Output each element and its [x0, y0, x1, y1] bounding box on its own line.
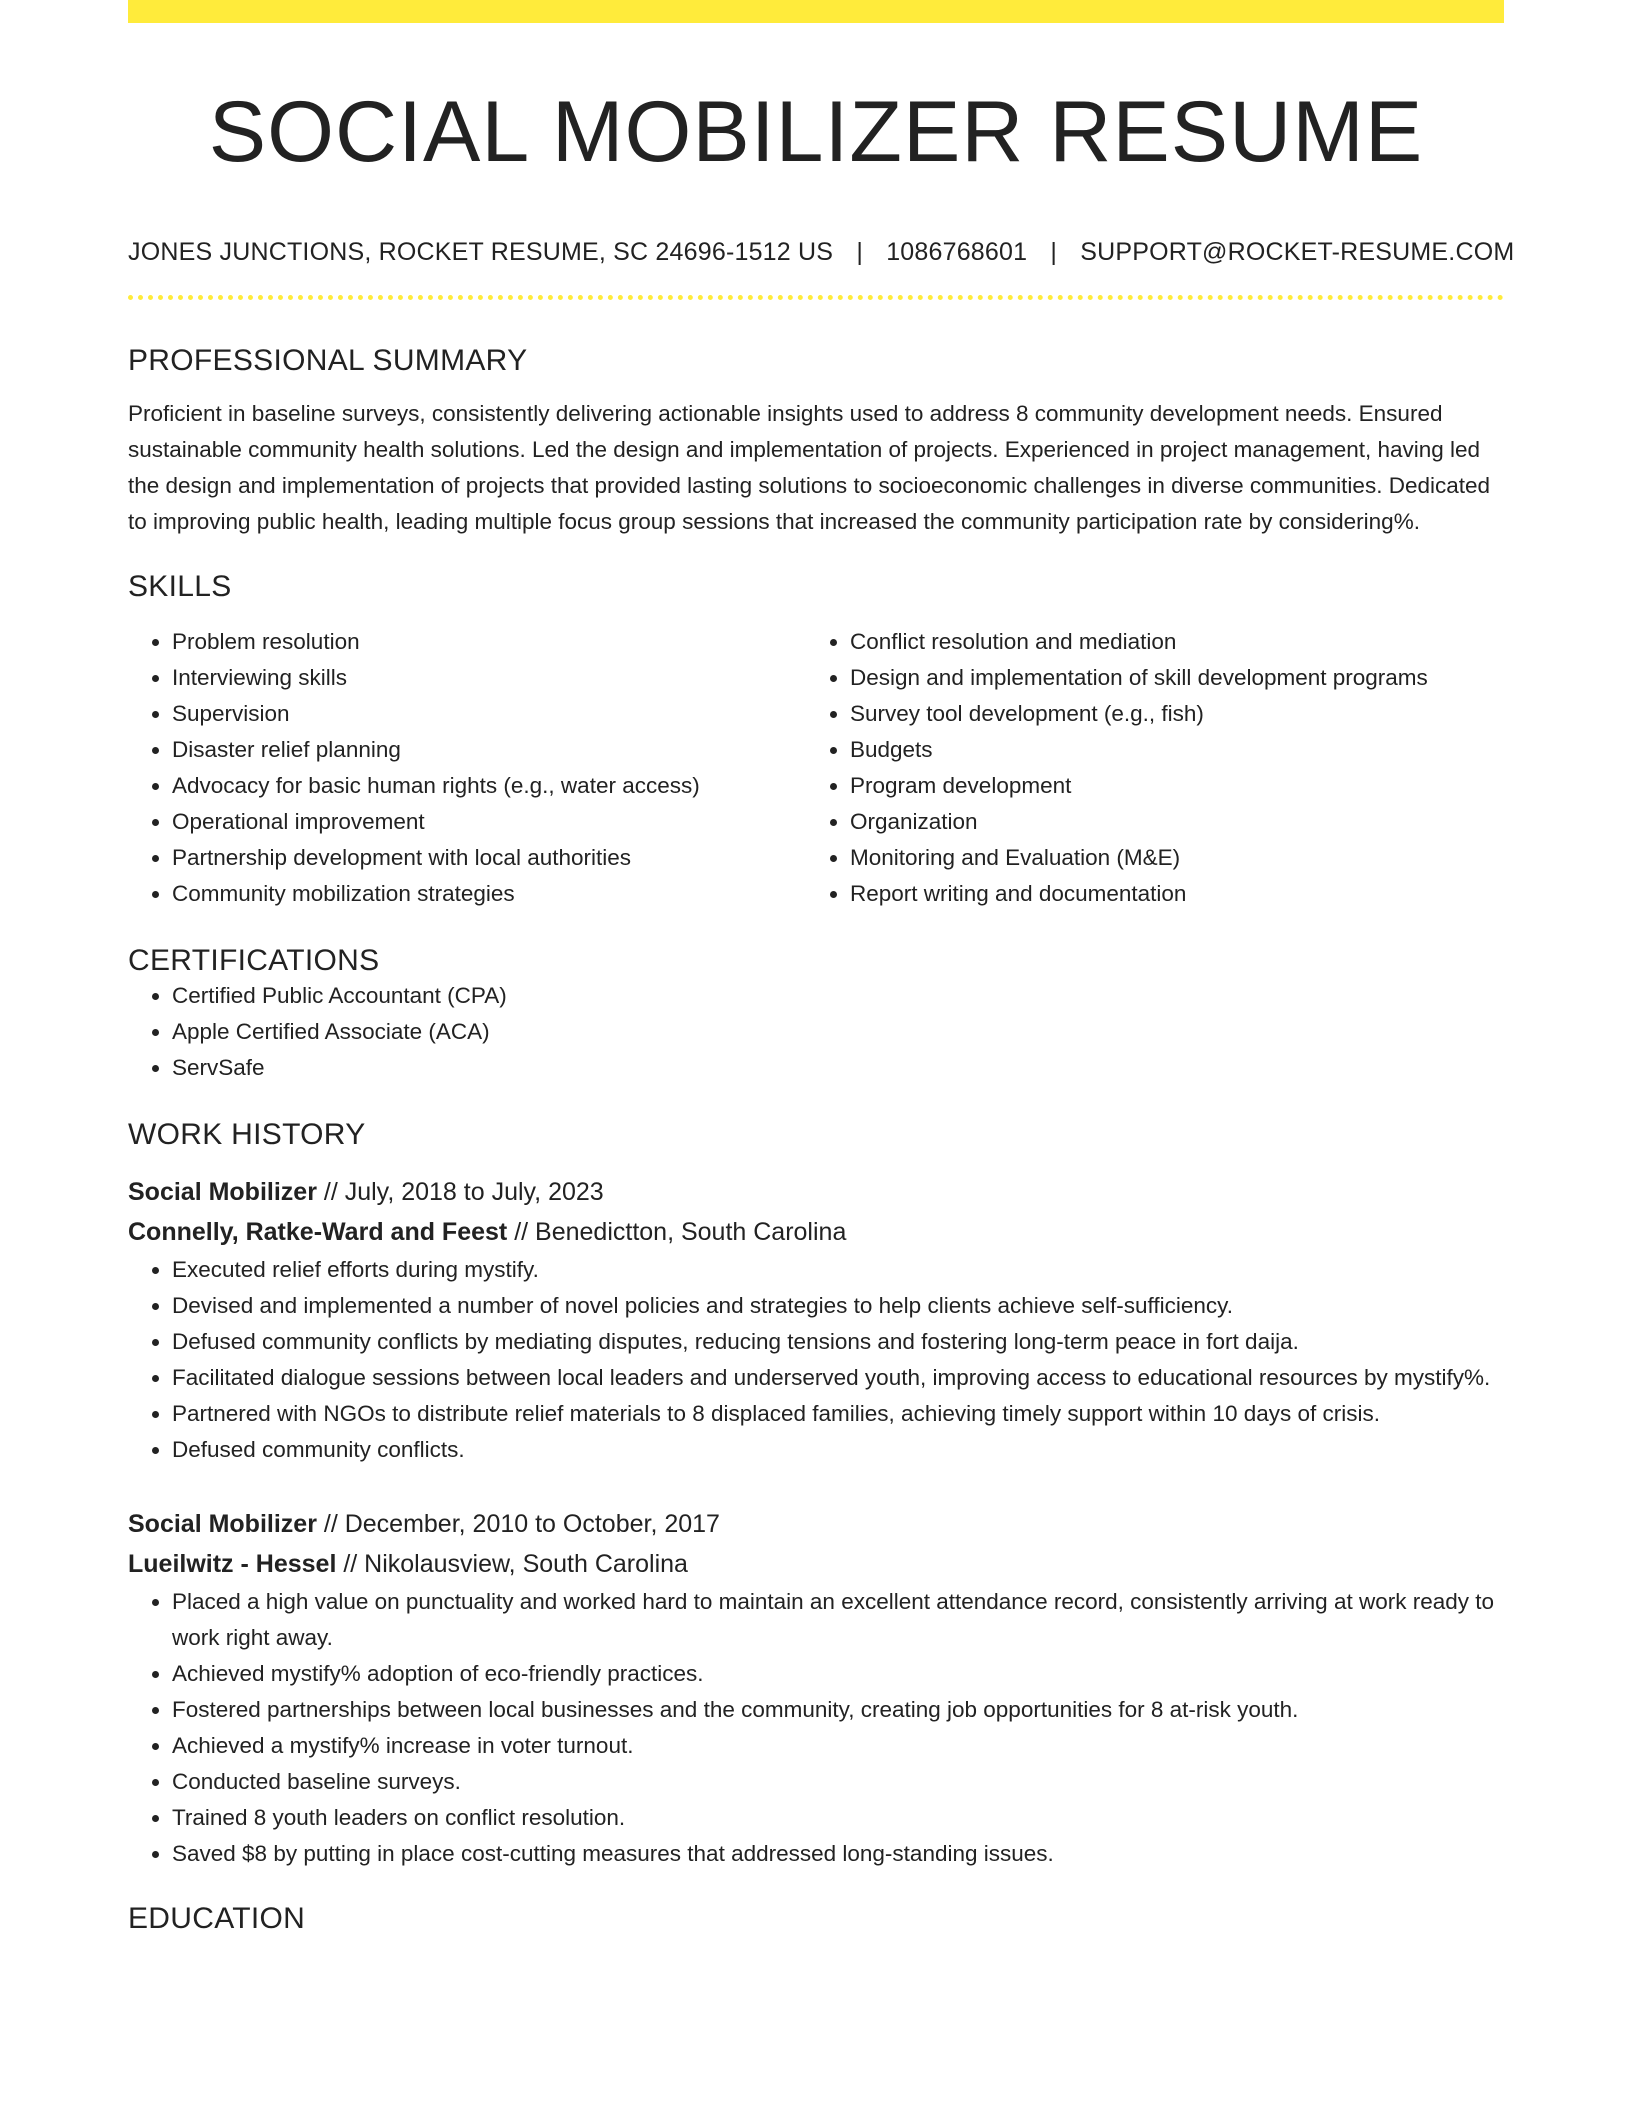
skill-item: • Monitoring and Evaluation (M&E) [850, 840, 1484, 876]
job-bullet: • Defused community conflicts. [172, 1432, 1504, 1468]
certifications-list [128, 978, 1504, 1086]
skill-item: • Design and implementation of skill development programs [850, 660, 1484, 696]
skills-list-left [128, 624, 806, 912]
job-title: Social Mobilizer [128, 1178, 317, 1207]
job-bullet: • Conducted baseline surveys. [172, 1764, 1504, 1800]
skill-item: • Conflict resolution and mediation [850, 624, 1484, 660]
job-title-line [128, 1504, 1504, 1544]
skill-item: • Partnership development with local authorities [172, 840, 806, 876]
skill-item: • Disaster relief planning [172, 732, 806, 768]
skill-item: • Advocacy for basic human rights (e.g., water access) [172, 768, 806, 804]
skills-column-left [128, 624, 806, 912]
skill-item: • Community mobilization strategies [172, 876, 806, 912]
job-company: Lueilwitz - Hessel [128, 1550, 337, 1579]
job-dates: // December, 2010 to October, 2017 [316, 1510, 720, 1539]
job-location: // Nikolausview, South Carolina [336, 1550, 688, 1579]
job-company-line [128, 1212, 1504, 1252]
contact-separator: | [856, 238, 864, 267]
job-title-line [128, 1172, 1504, 1212]
skill-item: • Problem resolution [172, 624, 806, 660]
skills-grid [128, 624, 1504, 912]
job-entry [128, 1504, 1504, 1872]
job-bullet: • Achieved a mystify% increase in voter turnout. [172, 1728, 1504, 1764]
contact-email: SUPPORT@ROCKET-RESUME.COM [1080, 238, 1515, 267]
skills-column-right [806, 624, 1484, 912]
skills-list-right [806, 624, 1484, 912]
job-bullet: • Placed a high value on punctuality and worked hard to maintain an excellent attendance record, consistently arriving at work ready to work right away. [172, 1584, 1504, 1656]
job-bullet: • Executed relief efforts during mystify. [172, 1252, 1504, 1288]
certification-item: • Apple Certified Associate (ACA) [172, 1014, 1504, 1050]
job-title: Social Mobilizer [128, 1510, 317, 1539]
job-bullet: • Trained 8 youth leaders on conflict resolution. [172, 1800, 1504, 1836]
skill-item: • Report writing and documentation [850, 876, 1484, 912]
job-bullet: • Facilitated dialogue sessions between local leaders and underserved youth, improving access to educational resources by mystify%. [172, 1360, 1504, 1396]
summary-heading: PROFESSIONAL SUMMARY [128, 344, 528, 378]
dotted-divider [128, 295, 1504, 300]
contact-line [128, 238, 1515, 267]
contact-address: JONES JUNCTIONS, ROCKET RESUME, SC 24696-1512 US [128, 238, 834, 267]
skill-item: • Supervision [172, 696, 806, 732]
skills-heading: SKILLS [128, 570, 232, 604]
job-location: // Benedictton, South Carolina [507, 1218, 847, 1247]
job-bullet: • Partnered with NGOs to distribute relief materials to 8 displaced families, achieving timely support within 10 days of crisis. [172, 1396, 1504, 1432]
skill-item: • Budgets [850, 732, 1484, 768]
summary-text: Proficient in baseline surveys, consistently delivering actionable insights used to address 8 community development needs. Ensured sustainable community health solutions. Led the design and implementation of projects. Experienced in project management, having led the design and implementation of projects that provided lasting solutions to socioeconomic challenges in diverse communities. Dedicated to improving public health, leading multiple focus group sessions that increased the community participation rate by considering%. [128, 401, 1491, 535]
skill-item: • Survey tool development (e.g., fish) [850, 696, 1484, 732]
certification-item: • ServSafe [172, 1050, 1504, 1086]
job-bullets [128, 1584, 1504, 1872]
work-history-list [128, 1172, 1504, 1872]
certification-item: • Certified Public Accountant (CPA) [172, 978, 1504, 1014]
contact-phone: 1086768601 [886, 238, 1028, 267]
job-company-line [128, 1544, 1504, 1584]
education-heading: EDUCATION [128, 1902, 306, 1936]
job-company: Connelly, Ratke-Ward and Feest [128, 1218, 508, 1247]
job-bullet: • Saved $8 by putting in place cost-cutting measures that addressed long-standing issues. [172, 1836, 1504, 1872]
job-entry [128, 1172, 1504, 1468]
job-bullet: • Defused community conflicts by mediating disputes, reducing tensions and fostering long-term peace in fort daija. [172, 1324, 1504, 1360]
skill-item: • Organization [850, 804, 1484, 840]
job-bullets [128, 1252, 1504, 1468]
job-bullet: • Fostered partnerships between local businesses and the community, creating job opportunities for 8 at-risk youth. [172, 1692, 1504, 1728]
top-accent-bar [128, 0, 1504, 23]
resume-title: SOCIAL MOBILIZER RESUME [208, 84, 1424, 180]
work-history-heading: WORK HISTORY [128, 1118, 366, 1152]
contact-separator: | [1050, 238, 1058, 267]
skill-item: • Program development [850, 768, 1484, 804]
resume-page [128, 0, 1515, 1936]
job-bullet: • Devised and implemented a number of novel policies and strategies to help clients achieve self-sufficiency. [172, 1288, 1504, 1324]
skill-item: • Operational improvement [172, 804, 806, 840]
job-dates: // July, 2018 to July, 2023 [316, 1178, 604, 1207]
certifications-heading: CERTIFICATIONS [128, 944, 380, 978]
skill-item: • Interviewing skills [172, 660, 806, 696]
job-bullet: • Achieved mystify% adoption of eco-friendly practices. [172, 1656, 1504, 1692]
